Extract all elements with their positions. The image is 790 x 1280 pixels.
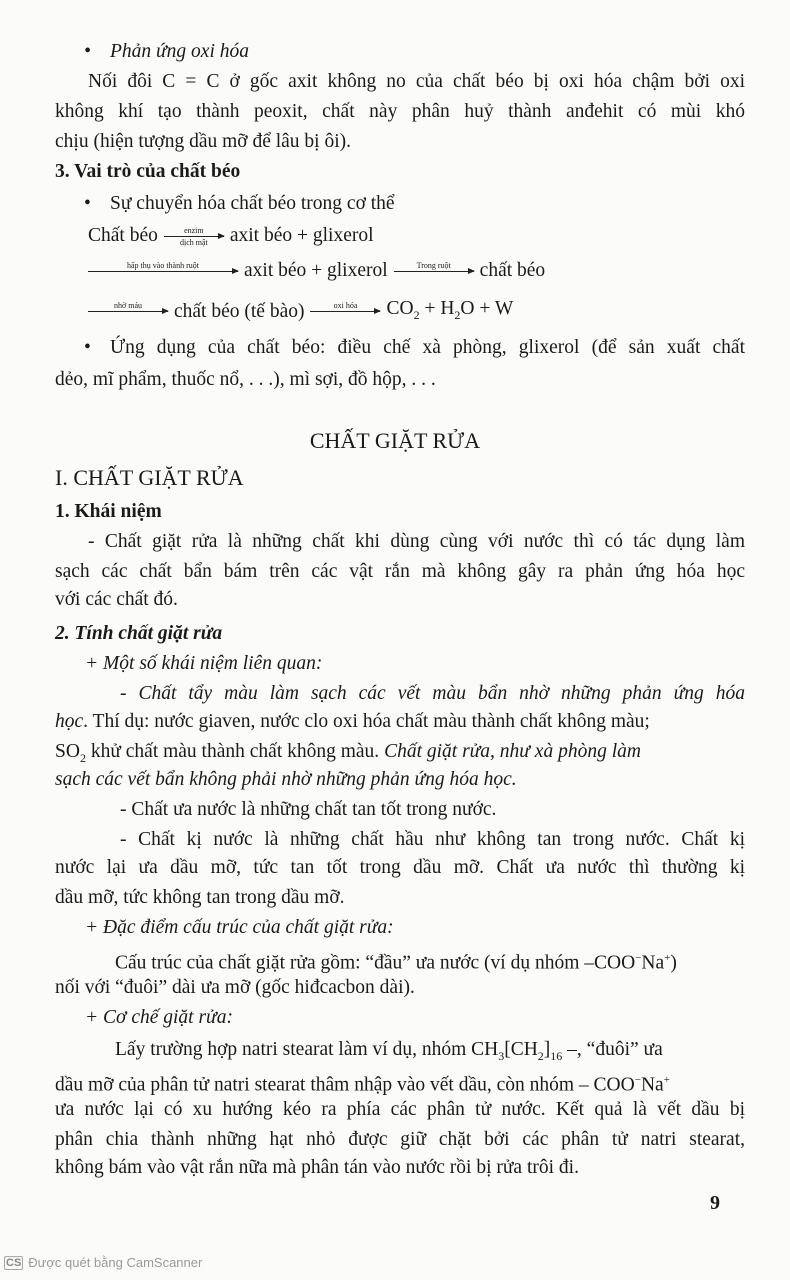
- paragraph-line: sạch các vết bẩn không phải nhờ những phản ứng hóa học.: [55, 769, 517, 790]
- paragraph-line: - Chất ưa nước là những chất tan tốt trong nước.: [120, 799, 497, 820]
- equation-3: [88, 297, 513, 327]
- subheading: + Đặc điểm cấu trúc của chất giặt rửa:: [85, 917, 394, 938]
- eq-text: axit béo + glixerol: [244, 260, 388, 281]
- paragraph-line: nối với “đuôi” dài ưa mỡ (gốc hiđcacbon dài).: [55, 977, 415, 998]
- paragraph-line: - Chất kị nước là những chất hầu như không tan trong nước. Chất kị: [120, 829, 745, 850]
- arrow-label: oxi hóa: [333, 301, 358, 311]
- paragraph-line: $SO_2$ khử chất màu thành chất không màu. Chất giặt rửa, như xà phòng làm: [55, 741, 641, 765]
- paragraph-line: Cấu trúc của chất giặt rửa gồm: “đầu” ưa nước (ví dụ nhóm –COO−Na+): [115, 952, 677, 974]
- paragraph-line: - Chất tẩy màu làm sạch các vết màu bẩn nhờ những phản ứng hóa: [120, 683, 745, 704]
- subheading: + Cơ chế giặt rửa:: [85, 1007, 233, 1028]
- paragraph-line: - Chất giặt rửa là những chất khi dùng cùng với nước thì có tác dụng làm: [88, 531, 745, 552]
- paragraph-line: không bám vào vật rắn nữa mà phân tán vào nước rồi bị rửa trôi đi.: [55, 1157, 579, 1178]
- camscanner-footer: [4, 1255, 202, 1270]
- paragraph-line: không khí tạo thành peoxit, chất này phân huỷ thành anđehit có mùi khó: [55, 101, 745, 122]
- arrow-label: nhờ máu: [113, 301, 142, 311]
- paragraph-line: chịu (hiện tượng dầu mỡ để lâu bị ôi).: [55, 131, 352, 152]
- arrow-label: hấp thụ vào thành ruột: [127, 260, 199, 270]
- equation-2: [88, 259, 545, 283]
- reaction-arrow: [164, 226, 224, 247]
- equation-1: [88, 224, 374, 248]
- paragraph-line: Nối đôi C = C ở gốc axit không no của chất béo bị oxi hóa chậm bởi oxi: [88, 71, 745, 92]
- paragraph-line: học. Thí dụ: nước giaven, nước clo oxi hóa chất màu thành chất không màu;: [55, 711, 650, 732]
- footer-text: Được quét bằng CamScanner: [28, 1255, 203, 1270]
- paragraph-line: nước lại ưa dầu mỡ, tức tan tốt trong dầu mỡ. Chất ưa nước thì thường kị: [55, 857, 745, 878]
- reaction-arrow: [88, 301, 168, 322]
- paragraph-line: dầu mỡ của phân tử natri stearat thâm nhập vào vết dầu, còn nhóm – COO−Na+: [55, 1074, 670, 1096]
- heading-role-of-fat: 3. Vai trò của chất béo: [55, 161, 241, 182]
- subheading: + Một số khái niệm liên quan:: [85, 653, 323, 674]
- arrow-label: enzim: [184, 225, 204, 235]
- arrow-label: dịch mật: [179, 237, 208, 247]
- bullet-oxidation: • Phản ứng oxi hóa: [90, 40, 745, 64]
- paragraph-line: dầu mỡ, tức không tan trong dầu mỡ.: [55, 887, 345, 908]
- section-title: I. CHẤT GIẶT RỬA: [55, 465, 244, 490]
- eq-text: chất béo: [479, 260, 546, 281]
- eq-text: axit béo + glixerol: [229, 225, 374, 246]
- paragraph-line: ưa nước lại có xu hướng kéo ra phía các phân tử nước. Kết quả là vết dầu bị: [55, 1099, 745, 1120]
- eq-products: $CO_2 + H_2O + W$: [386, 298, 514, 322]
- eq-text: Chất béo: [88, 225, 158, 246]
- chapter-title: CHẤT GIẶT RỬA: [309, 428, 481, 453]
- paragraph-line: phân chia thành những hạt nhỏ được giữ chặt bởi các phân tử natri stearat,: [55, 1129, 745, 1150]
- paragraph-line: Lấy trường hợp natri stearat làm ví dụ, nhóm $CH_3[CH_2]_{16}$ –, “đuôi” ưa: [115, 1039, 663, 1063]
- paragraph-line: với các chất đó.: [55, 589, 178, 610]
- arrow-label: Trong ruột: [416, 260, 451, 270]
- eq-text: chất béo (tế bào): [174, 300, 305, 322]
- heading-properties: 2. Tính chất giặt rửa: [55, 623, 223, 644]
- paragraph-line: sạch các chất bẩn bám trên các vật rắn mà không gây ra phản ứng hóa học: [55, 561, 745, 582]
- reaction-arrow: [88, 261, 238, 282]
- bullet-applications: • Ứng dụng của chất béo: điều chế xà phòng, glixerol (để sản xuất chất: [90, 336, 745, 360]
- bullet-metabolism: • Sự chuyển hóa chất béo trong cơ thể: [90, 192, 745, 216]
- reaction-arrow: [310, 301, 380, 322]
- reaction-arrow: [394, 261, 474, 282]
- camscanner-logo-icon: CS: [6, 1256, 22, 1269]
- heading-concept: 1. Khái niệm: [55, 501, 162, 522]
- page-number: 9: [710, 1192, 720, 1214]
- paragraph-line: dẻo, mĩ phẩm, thuốc nổ, . . .), mì sợi, đồ hộp, . . .: [55, 369, 436, 390]
